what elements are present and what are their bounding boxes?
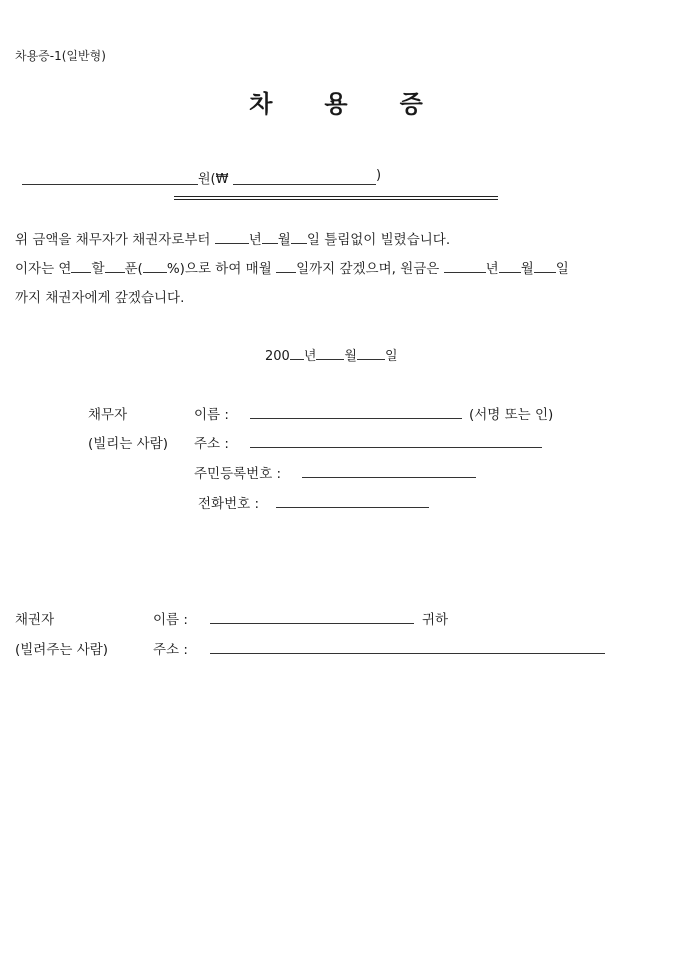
creditor-address-field[interactable] [210, 653, 605, 654]
creditor-name-label: 이름 : [153, 612, 188, 628]
creditor-label: 채권자 [15, 612, 55, 628]
debtor-address-label: 주소 : [194, 436, 229, 452]
date-month-field[interactable] [316, 347, 344, 360]
interest-rate-field[interactable] [71, 260, 91, 273]
creditor-sub-label: (빌려주는 사람) [15, 642, 109, 658]
debtor-phone-field[interactable] [276, 507, 429, 508]
interest-pun-label: 푼( [124, 261, 143, 277]
date-day-field[interactable] [357, 347, 385, 360]
repay-day-label: 일 [555, 261, 569, 277]
title-underline-bottom [174, 199, 498, 200]
amount-won-label: 원(₩ [198, 172, 229, 187]
document-title-block [174, 84, 498, 116]
borrow-month-label: 월 [277, 232, 291, 248]
debtor-name-label: 이름 : [194, 407, 229, 423]
document-date [265, 345, 398, 364]
creditor-honorific: 귀하 [422, 612, 449, 628]
body-line2-text-b: 일까지 갚겠으며, 원금은 [296, 261, 440, 277]
repay-year-field[interactable] [444, 260, 486, 273]
repay-year-label: 년 [485, 261, 499, 277]
repay-day-field[interactable] [534, 260, 556, 273]
date-year-label: 년 [303, 349, 317, 364]
borrow-day-field[interactable] [291, 231, 307, 244]
creditor-address-label: 주소 : [153, 642, 188, 658]
debtor-name-field[interactable] [250, 418, 462, 419]
debtor-phone-label: 전화번호 : [198, 496, 260, 512]
date-year-field[interactable] [290, 347, 304, 360]
interest-percent-field[interactable] [143, 260, 167, 273]
creditor-name-field[interactable] [210, 623, 414, 624]
borrow-month-field[interactable] [262, 231, 278, 244]
body-line2-text-a: 이자는 연 [15, 261, 72, 277]
monthly-payment-day-field[interactable] [276, 260, 296, 273]
date-month-label: 월 [344, 349, 357, 364]
body-line-3: 까지 채권자에게 갚겠습니다. [15, 290, 185, 306]
debtor-label: 채무자 [88, 407, 128, 423]
debtor-address-field[interactable] [250, 447, 542, 448]
interest-hal-label: 할 [91, 261, 105, 277]
debtor-id-field[interactable] [302, 477, 476, 478]
borrow-year-label: 년 [248, 232, 262, 248]
date-day-label: 일 [384, 349, 398, 364]
repay-month-field[interactable] [499, 260, 521, 273]
debtor-sign-note: (서명 또는 인) [469, 407, 554, 423]
title-underline-top [174, 196, 498, 197]
body-line-2 [15, 257, 569, 277]
body-line1-text-b: 틀림없이 빌렸습니다. [324, 232, 451, 248]
amount-korean-field[interactable] [22, 184, 198, 185]
body-line-1 [15, 228, 450, 248]
interest-pun-field[interactable] [105, 260, 125, 273]
debtor-id-label: 주민등록번호 : [194, 466, 282, 482]
amount-numeric-field[interactable] [233, 184, 376, 185]
debtor-sub-label: (빌리는 사람) [88, 436, 169, 452]
body-line1-text-a: 위 금액을 채무자가 채권자로부터 [15, 232, 211, 248]
interest-percent-label: %)으로 하여 매월 [166, 261, 272, 277]
repay-month-label: 월 [520, 261, 534, 277]
amount-close-paren: ) [376, 168, 382, 183]
borrow-year-field[interactable] [215, 231, 249, 244]
form-label: 차용증-1(일반형) [15, 49, 106, 63]
date-prefix: 200 [265, 349, 290, 364]
borrow-day-label: 일 [306, 232, 320, 248]
document-title: 차용증 [249, 90, 475, 118]
